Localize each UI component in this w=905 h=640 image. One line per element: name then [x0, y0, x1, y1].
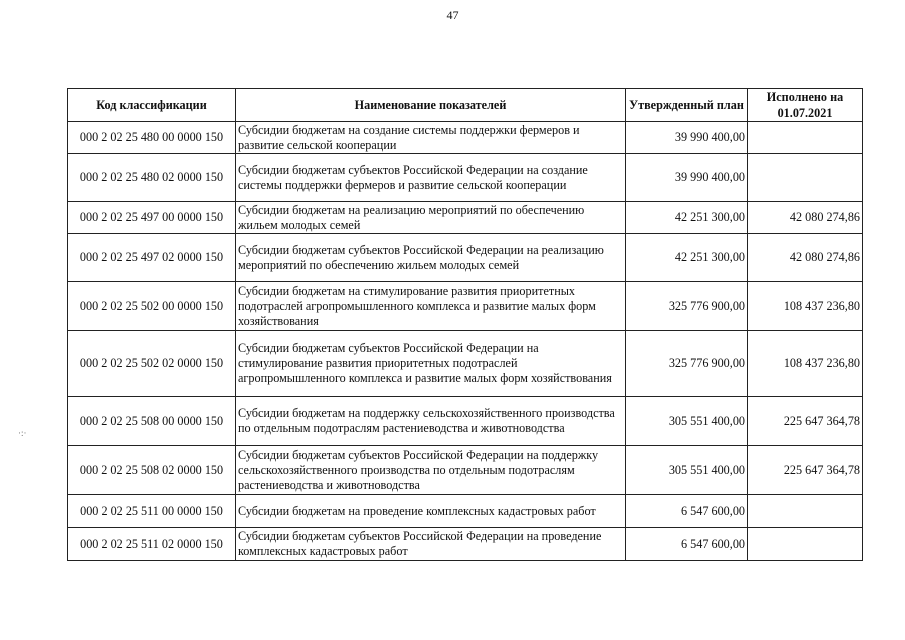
- table-row: [68, 282, 863, 331]
- header-code: Код классификации: [68, 89, 236, 122]
- row-code: 000 2 02 25 502 00 0000 150: [68, 282, 236, 331]
- row-code: 000 2 02 25 497 02 0000 150: [68, 234, 236, 282]
- table-row: [68, 122, 863, 154]
- table-row: [68, 234, 863, 282]
- row-name: Субсидии бюджетам субъектов Российской Федерации на создание системы поддержки фермеров и развитие сельской кооперации: [236, 154, 626, 202]
- row-code: 000 2 02 25 511 00 0000 150: [68, 495, 236, 528]
- row-plan: 305 551 400,00: [626, 397, 748, 446]
- table-row: [68, 331, 863, 397]
- header-plan: Утвержденный план: [626, 89, 748, 122]
- table-row: [68, 397, 863, 446]
- row-code: 000 2 02 25 480 02 0000 150: [68, 154, 236, 202]
- row-name: Субсидии бюджетам на реализацию мероприятий по обеспечению жильем молодых семей: [236, 202, 626, 234]
- table-row: [68, 495, 863, 528]
- header-done: Исполнено на 01.07.2021: [748, 89, 863, 122]
- row-code: 000 2 02 25 497 00 0000 150: [68, 202, 236, 234]
- row-name: Субсидии бюджетам субъектов Российской Федерации на реализацию мероприятий по обеспечению жильем молодых семей: [236, 234, 626, 282]
- row-done: 42 080 274,86: [748, 202, 863, 234]
- row-done: 225 647 364,78: [748, 446, 863, 495]
- row-name: Субсидии бюджетам на поддержку сельскохозяйственного производства по отдельным подотраслям растениеводства и животноводства: [236, 397, 626, 446]
- budget-table: [67, 88, 863, 561]
- row-done: 225 647 364,78: [748, 397, 863, 446]
- table-row: [68, 528, 863, 561]
- row-code: 000 2 02 25 511 02 0000 150: [68, 528, 236, 561]
- row-plan: 42 251 300,00: [626, 234, 748, 282]
- row-name: Субсидии бюджетам на стимулирование развития приоритетных подотраслей агропромышленного комплекса и развитие малых форм хозяйствования: [236, 282, 626, 331]
- table-header-row: [68, 89, 863, 122]
- row-plan: 325 776 900,00: [626, 282, 748, 331]
- row-done: [748, 495, 863, 528]
- row-name: Субсидии бюджетам на создание системы поддержки фермеров и развитие сельской кооперации: [236, 122, 626, 154]
- row-plan: 325 776 900,00: [626, 331, 748, 397]
- row-done: [748, 122, 863, 154]
- row-plan: 305 551 400,00: [626, 446, 748, 495]
- row-done: 108 437 236,80: [748, 282, 863, 331]
- scan-artifact: ·:·: [18, 428, 27, 438]
- row-plan: 39 990 400,00: [626, 154, 748, 202]
- row-code: 000 2 02 25 508 02 0000 150: [68, 446, 236, 495]
- row-plan: 6 547 600,00: [626, 495, 748, 528]
- header-name: Наименование показателей: [236, 89, 626, 122]
- row-plan: 42 251 300,00: [626, 202, 748, 234]
- page-number: 47: [446, 8, 459, 22]
- row-name: Субсидии бюджетам на проведение комплексных кадастровых работ: [236, 495, 626, 528]
- row-code: 000 2 02 25 508 00 0000 150: [68, 397, 236, 446]
- table-row: [68, 202, 863, 234]
- table-row: [68, 446, 863, 495]
- table-row: [68, 154, 863, 202]
- row-name: Субсидии бюджетам субъектов Российской Федерации на проведение комплексных кадастровых работ: [236, 528, 626, 561]
- row-name: Субсидии бюджетам субъектов Российской Федерации на стимулирование развития приоритетных подотраслей агропромышленного комплекса и развитие малых форм хозяйствования: [236, 331, 626, 397]
- row-plan: 39 990 400,00: [626, 122, 748, 154]
- row-done: 108 437 236,80: [748, 331, 863, 397]
- row-code: 000 2 02 25 480 00 0000 150: [68, 122, 236, 154]
- row-plan: 6 547 600,00: [626, 528, 748, 561]
- row-code: 000 2 02 25 502 02 0000 150: [68, 331, 236, 397]
- row-name: Субсидии бюджетам субъектов Российской Федерации на поддержку сельскохозяйственного производства по отдельным подотраслям растениеводства и животноводства: [236, 446, 626, 495]
- row-done: 42 080 274,86: [748, 234, 863, 282]
- row-done: [748, 154, 863, 202]
- row-done: [748, 528, 863, 561]
